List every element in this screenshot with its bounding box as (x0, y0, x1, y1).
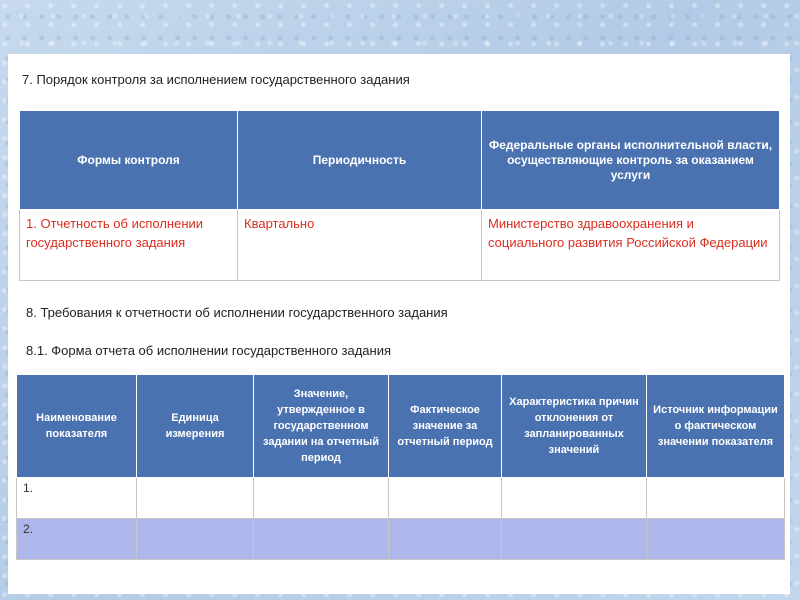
table-cell (254, 519, 389, 560)
col-header-federal-bodies: Федеральные органы исполнительной власти, осуществляющие контроль за оказанием услуги (482, 111, 780, 210)
col-header-periodicity: Периодичность (238, 111, 482, 210)
col-header-deviation-reasons: Характеристика причин отклонения от запланированных значений (502, 375, 647, 478)
col-header-info-source: Источник информации о фактическом значении показателя (647, 375, 785, 478)
table-cell (647, 519, 785, 560)
table-row (20, 210, 780, 281)
control-table (19, 110, 780, 281)
table-row (17, 519, 785, 560)
table-cell (137, 519, 254, 560)
table-cell (502, 478, 647, 519)
table-cell (389, 478, 502, 519)
cell-periodicity: Квартально (238, 210, 482, 281)
table-cell: 2. (17, 519, 137, 560)
col-header-unit: Единица измерения (137, 375, 254, 478)
table-cell (389, 519, 502, 560)
table-cell (647, 478, 785, 519)
section-8-1-title: 8.1. Форма отчета об исполнении государственного задания (26, 343, 391, 358)
cell-federal-body: Министерство здравоохранения и социального развития Российской Федерации (482, 210, 780, 281)
control-table-header (20, 111, 780, 210)
col-header-actual-value: Фактическое значение за отчетный период (389, 375, 502, 478)
section-8-title: 8. Требования к отчетности об исполнении государственного задания (26, 305, 448, 320)
col-header-control-forms: Формы контроля (20, 111, 238, 210)
table-row (17, 478, 785, 519)
report-table-header (17, 375, 785, 478)
table-cell (254, 478, 389, 519)
table-cell (137, 478, 254, 519)
table-cell: 1. (17, 478, 137, 519)
col-header-indicator-name: Наименование показателя (17, 375, 137, 478)
report-form-table (16, 374, 785, 560)
table-cell (502, 519, 647, 560)
col-header-approved-value: Значение, утвержденное в государственном задании на отчетный период (254, 375, 389, 478)
cell-control-form: 1. Отчетность об исполнении государственного задания (20, 210, 238, 281)
section-7-title: 7. Порядок контроля за исполнением государственного задания (22, 72, 410, 87)
